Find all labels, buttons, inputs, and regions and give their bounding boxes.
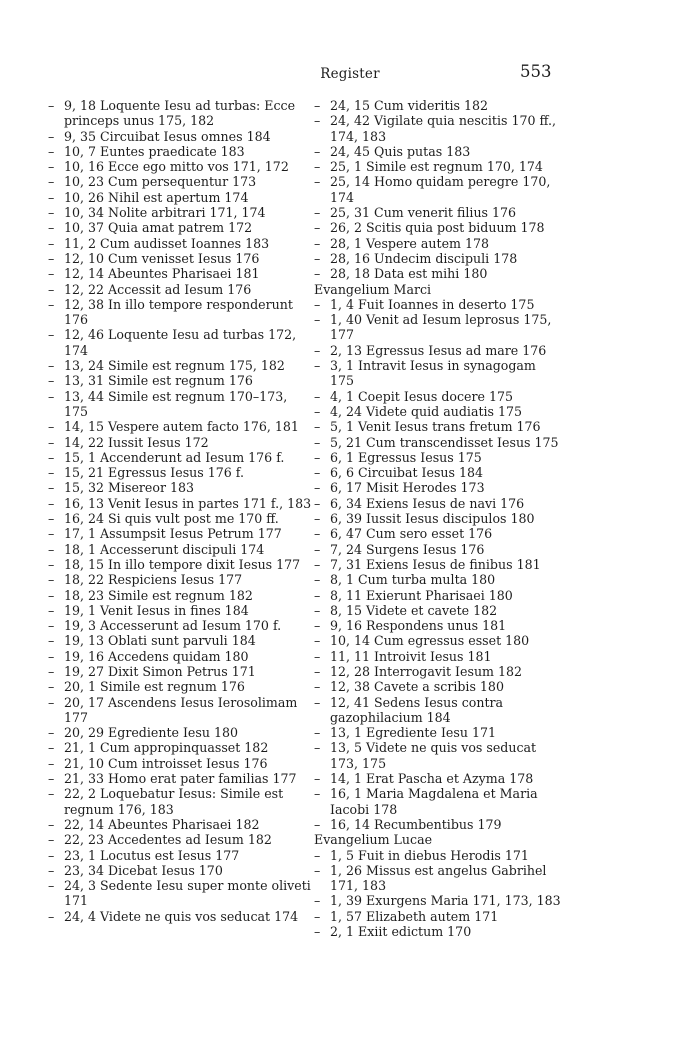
index-entry <box>48 174 313 189</box>
entry-dash: – <box>314 679 321 695</box>
entry-text: 22, 23 Accedentes ad Iesum 182 <box>64 832 272 848</box>
index-column-right <box>314 98 561 939</box>
index-entry <box>314 542 561 557</box>
index-entry <box>314 496 561 511</box>
entry-text: 19, 13 Oblati sunt parvuli 184 <box>64 633 256 649</box>
index-entry <box>314 159 561 174</box>
entry-dash: – <box>314 771 321 787</box>
index-entry <box>48 190 313 205</box>
index-entry <box>314 389 561 404</box>
index-entry <box>48 129 313 144</box>
entry-dash: – <box>314 602 321 618</box>
entry-dash: – <box>314 296 321 312</box>
entry-dash: – <box>48 663 55 679</box>
entry-dash: – <box>314 98 321 113</box>
entry-dash: – <box>314 663 321 679</box>
entry-text: 12, 38 In illo tempore responderunt 176 <box>64 296 293 328</box>
entry-text: 15, 21 Egressus Iesus 176 f. <box>64 465 245 481</box>
entry-dash: – <box>314 862 321 878</box>
index-entry <box>314 588 561 603</box>
entry-dash: – <box>314 618 321 634</box>
index-entry <box>314 664 561 679</box>
entry-dash: – <box>314 908 321 924</box>
entry-dash: – <box>314 725 321 741</box>
entry-dash: – <box>48 832 55 848</box>
entry-text: 18, 22 Respiciens Iesus 177 <box>64 572 243 588</box>
entry-dash: – <box>48 602 55 618</box>
index-entry <box>48 542 313 557</box>
entry-dash: – <box>314 556 321 572</box>
entry-text: 12, 46 Loquente Iesu ad turbas 172, 174 <box>64 327 297 358</box>
entry-dash: – <box>48 266 55 282</box>
index-entry <box>48 817 313 832</box>
entry-text: 22, 14 Abeuntes Pharisaei 182 <box>64 816 260 832</box>
entry-dash: – <box>48 740 55 756</box>
index-entry <box>314 450 561 465</box>
entry-text: 6, 39 Iussit Iesus discipulos 180 <box>330 511 535 527</box>
index-entry <box>314 817 561 832</box>
entry-text: 19, 16 Accedens quidam 180 <box>64 648 249 664</box>
index-entry <box>314 603 561 618</box>
index-entry <box>314 113 561 144</box>
entry-dash: – <box>314 511 321 527</box>
entry-dash: – <box>48 878 55 894</box>
entry-text: 8, 1 Cum turba multa 180 <box>330 572 496 588</box>
index-entry <box>314 863 561 894</box>
index-entry <box>314 480 561 495</box>
entry-dash: – <box>48 235 55 251</box>
index-entry <box>48 649 313 664</box>
index-entry <box>48 358 313 373</box>
entry-dash: – <box>48 250 55 266</box>
section-heading: Evangelium Marci <box>314 281 432 297</box>
entry-text: 10, 26 Nihil est apertum 174 <box>64 189 249 205</box>
entry-text: 10, 7 Euntes praedicate 183 <box>64 143 245 159</box>
entry-text: 13, 5 Videte ne quis vos seducat 173, 175 <box>330 740 537 771</box>
entry-text: 12, 41 Sedens Iesus contra gazophilacium 184 <box>330 694 504 725</box>
entry-text: 11, 2 Cum audisset Ioannes 183 <box>64 235 270 251</box>
index-entry <box>314 725 561 740</box>
index-entry <box>48 786 313 817</box>
index-entry <box>48 725 313 740</box>
index-entry <box>314 924 561 939</box>
entry-dash: – <box>314 205 321 221</box>
running-header-title: Register <box>320 66 380 82</box>
entry-text: 2, 1 Exiit edictum 170 <box>330 924 472 940</box>
entry-text: 26, 2 Scitis quia post biduum 178 <box>330 220 545 236</box>
index-entry <box>48 740 313 755</box>
index-entry <box>48 557 313 572</box>
entry-text: 1, 4 Fuit Ioannes in deserto 175 <box>330 296 535 312</box>
entry-text: 28, 1 Vespere autem 178 <box>330 235 490 251</box>
section-heading: Evangelium Lucae <box>314 832 433 848</box>
entry-text: 11, 11 Introivit Iesus 181 <box>330 648 492 664</box>
entry-text: 4, 1 Coepit Iesus docere 175 <box>330 388 513 404</box>
entry-dash: – <box>48 694 55 710</box>
entry-dash: – <box>314 143 321 159</box>
index-entry <box>314 251 561 266</box>
index-entry <box>48 909 313 924</box>
entry-dash: – <box>48 189 55 205</box>
entry-dash: – <box>314 495 321 511</box>
index-entry <box>314 435 561 450</box>
entry-text: 17, 1 Assumpsit Iesus Petrum 177 <box>64 526 282 542</box>
entry-dash: – <box>314 250 321 266</box>
entry-dash: – <box>314 358 321 374</box>
entry-text: 6, 1 Egressus Iesus 175 <box>330 449 482 465</box>
entry-text: 1, 5 Fuit in diebus Herodis 171 <box>330 847 529 863</box>
entry-dash: – <box>48 847 55 863</box>
entry-dash: – <box>48 296 55 312</box>
entry-text: 9, 18 Loquente Iesu ad turbas: Ecce princeps unus 175, 182 <box>64 98 296 129</box>
index-entry <box>48 251 313 266</box>
entry-text: 1, 40 Venit ad Iesum leprosus 175, 177 <box>330 312 552 343</box>
entry-text: 10, 37 Quia amat patrem 172 <box>64 220 253 236</box>
entry-text: 25, 31 Cum venerit filius 176 <box>330 205 517 221</box>
entry-dash: – <box>314 266 321 282</box>
entry-text: 6, 34 Exiens Iesus de navi 176 <box>330 495 525 511</box>
entry-text: 24, 42 Vigilate quia nescitis 170 ff., 174, 183 <box>330 113 557 144</box>
entry-dash: – <box>314 847 321 863</box>
index-entry <box>314 174 561 205</box>
entry-dash: – <box>48 908 55 924</box>
entry-text: 21, 10 Cum introisset Iesus 176 <box>64 755 268 771</box>
index-entry <box>314 893 561 908</box>
entry-text: 25, 1 Simile est regnum 170, 174 <box>330 159 543 175</box>
entry-text: 13, 31 Simile est regnum 176 <box>64 373 253 389</box>
entry-text: 1, 39 Exurgens Maria 171, 173, 183 <box>330 893 561 909</box>
entry-text: 22, 2 Loquebatur Iesus: Simile est regnum 176, 183 <box>64 786 284 817</box>
entry-dash: – <box>314 541 321 557</box>
entry-dash: – <box>48 572 55 588</box>
entry-text: 10, 23 Cum persequentur 173 <box>64 174 257 190</box>
index-entry <box>314 343 561 358</box>
index-entry <box>48 679 313 694</box>
index-entry <box>48 327 313 358</box>
entry-text: 24, 15 Cum videritis 182 <box>330 98 489 113</box>
entry-dash: – <box>314 924 321 940</box>
entry-dash: – <box>314 174 321 190</box>
index-entry <box>48 205 313 220</box>
entry-dash: – <box>314 633 321 649</box>
index-entry <box>314 511 561 526</box>
entry-dash: – <box>48 373 55 389</box>
index-entry <box>48 236 313 251</box>
entry-text: 6, 47 Cum sero esset 176 <box>330 526 493 542</box>
index-entry <box>314 465 561 480</box>
entry-text: 7, 24 Surgens Iesus 176 <box>330 541 485 557</box>
index-entry <box>48 572 313 587</box>
index-entry <box>314 909 561 924</box>
entry-text: 24, 45 Quis putas 183 <box>330 143 471 159</box>
entry-text: 13, 24 Simile est regnum 175, 182 <box>64 358 285 374</box>
entry-text: 8, 11 Exierunt Pharisaei 180 <box>330 587 513 603</box>
entry-dash: – <box>314 526 321 542</box>
entry-text: 16, 13 Venit Iesus in partes 171 f., 183 <box>64 495 312 511</box>
entry-text: 15, 1 Accenderunt ad Iesum 176 f. <box>64 449 285 465</box>
entry-dash: – <box>314 449 321 465</box>
entry-text: 12, 22 Accessit ad Iesum 176 <box>64 281 252 297</box>
entry-dash: – <box>48 786 55 802</box>
index-entry <box>314 266 561 281</box>
entry-dash: – <box>48 434 55 450</box>
entry-dash: – <box>48 755 55 771</box>
index-entry <box>314 695 561 726</box>
entry-text: 28, 18 Data est mihi 180 <box>330 266 488 282</box>
entry-text: 16, 14 Recumbentibus 179 <box>330 816 502 832</box>
index-entry <box>48 435 313 450</box>
entry-dash: – <box>48 205 55 221</box>
index-entry <box>48 220 313 235</box>
index-entry <box>314 220 561 235</box>
index-entry <box>314 144 561 159</box>
entry-text: 12, 28 Interrogavit Iesum 182 <box>330 663 523 679</box>
index-column-left <box>48 98 313 924</box>
index-entry <box>48 297 313 328</box>
index-entry <box>48 496 313 511</box>
entry-dash: – <box>314 434 321 450</box>
entry-dash: – <box>314 572 321 588</box>
entry-dash: – <box>48 281 55 297</box>
index-entry <box>48 832 313 847</box>
index-entry <box>314 236 561 251</box>
entry-dash: – <box>48 556 55 572</box>
entry-text: 19, 27 Dixit Simon Petrus 171 <box>64 663 256 679</box>
entry-dash: – <box>314 312 321 328</box>
entry-dash: – <box>48 495 55 511</box>
index-entry <box>48 618 313 633</box>
index-entry <box>48 282 313 297</box>
entry-dash: – <box>48 862 55 878</box>
entry-dash: – <box>314 220 321 236</box>
entry-dash: – <box>48 633 55 649</box>
entry-text: 20, 1 Simile est regnum 176 <box>64 679 245 695</box>
index-entry <box>314 740 561 771</box>
entry-text: 6, 17 Misit Herodes 173 <box>330 480 485 496</box>
entry-text: 19, 1 Venit Iesus in fines 184 <box>64 602 249 618</box>
entry-text: 13, 1 Egrediente Iesu 171 <box>330 725 496 741</box>
index-entry <box>314 572 561 587</box>
entry-dash: – <box>314 893 321 909</box>
index-entry <box>48 878 313 909</box>
entry-text: 5, 1 Venit Iesus trans fretum 176 <box>330 419 541 435</box>
entry-dash: – <box>48 220 55 236</box>
index-entry <box>48 863 313 878</box>
entry-dash: – <box>48 679 55 695</box>
index-entry <box>314 404 561 419</box>
index-entry <box>314 649 561 664</box>
entry-dash: – <box>314 480 321 496</box>
entry-text: 15, 32 Misereor 183 <box>64 480 195 496</box>
entry-text: 7, 31 Exiens Iesus de finibus 181 <box>330 556 541 572</box>
index-entry <box>48 480 313 495</box>
index-entry <box>48 389 313 420</box>
index-entry <box>48 695 313 726</box>
entry-dash: – <box>48 98 55 113</box>
entry-text: 20, 17 Ascendens Iesus Ierosolimam 177 <box>64 694 298 725</box>
entry-dash: – <box>314 342 321 358</box>
entry-text: 23, 34 Dicebat Iesus 170 <box>64 862 223 878</box>
entry-text: 10, 16 Ecce ego mitto vos 171, 172 <box>64 159 289 175</box>
index-entry <box>48 756 313 771</box>
index-entry <box>48 266 313 281</box>
index-entry <box>314 419 561 434</box>
entry-text: 12, 14 Abeuntes Pharisaei 181 <box>64 266 260 282</box>
entry-text: 5, 21 Cum transcendisset Iesus 175 <box>330 434 559 450</box>
entry-dash: – <box>314 694 321 710</box>
entry-text: 24, 4 Videte ne quis vos seducat 174 <box>64 908 299 924</box>
entry-dash: – <box>48 648 55 664</box>
entry-text: 1, 26 Missus est angelus Gabrihel 171, 183 <box>330 862 547 894</box>
entry-text: 8, 15 Videte et cavete 182 <box>330 602 498 618</box>
index-entry <box>48 373 313 388</box>
entry-dash: – <box>314 403 321 419</box>
index-entry <box>48 511 313 526</box>
entry-text: 14, 22 Iussit Iesus 172 <box>64 434 209 450</box>
entry-text: 12, 38 Cavete a scribis 180 <box>330 679 504 695</box>
entry-dash: – <box>314 465 321 481</box>
entry-dash: – <box>314 159 321 175</box>
entry-text: 28, 16 Undecim discipuli 178 <box>330 250 518 266</box>
index-entry <box>314 557 561 572</box>
entry-dash: – <box>48 174 55 190</box>
entry-dash: – <box>48 388 55 404</box>
entry-dash: – <box>48 327 55 343</box>
index-entry <box>48 633 313 648</box>
entry-dash: – <box>48 587 55 603</box>
entry-text: 9, 16 Respondens unus 181 <box>330 618 507 634</box>
entry-dash: – <box>314 740 321 756</box>
entry-text: 1, 57 Elizabeth autem 171 <box>330 908 499 924</box>
entry-text: 4, 24 Videte quid audiatis 175 <box>330 403 523 419</box>
entry-text: 21, 1 Cum appropinquasset 182 <box>64 740 269 756</box>
entry-dash: – <box>314 587 321 603</box>
index-entry <box>314 526 561 541</box>
entry-dash: – <box>48 526 55 542</box>
entry-text: 24, 3 Sedente Iesu super monte oliveti 171 <box>64 878 311 909</box>
page-number: 553 <box>520 62 552 81</box>
entry-text: 18, 1 Accesserunt discipuli 174 <box>64 541 265 557</box>
index-entry <box>48 419 313 434</box>
entry-text: 16, 24 Si quis vult post me 170 ff. <box>64 511 279 527</box>
index-entry <box>314 618 561 633</box>
entry-dash: – <box>314 388 321 404</box>
entry-text: 2, 13 Egressus Iesus ad mare 176 <box>330 342 547 358</box>
entry-dash: – <box>314 786 321 802</box>
index-entry <box>48 159 313 174</box>
entry-dash: – <box>314 113 321 129</box>
index-entry <box>48 848 313 863</box>
entry-text: 13, 44 Simile est regnum 170–173, 175 <box>64 388 288 419</box>
index-entry <box>48 526 313 541</box>
entry-dash: – <box>48 816 55 832</box>
entry-text: 19, 3 Accesserunt ad Iesum 170 f. <box>64 618 282 634</box>
index-entry <box>48 588 313 603</box>
entry-text: 25, 14 Homo quidam peregre 170, 174 <box>330 174 551 205</box>
entry-dash: – <box>314 648 321 664</box>
entry-dash: – <box>48 159 55 175</box>
entry-dash: – <box>48 449 55 465</box>
entry-text: 18, 15 In illo tempore dixit Iesus 177 <box>64 556 301 572</box>
entry-dash: – <box>48 725 55 741</box>
index-entry <box>314 786 561 817</box>
entry-text: 18, 23 Simile est regnum 182 <box>64 587 253 603</box>
entry-dash: – <box>48 618 55 634</box>
entry-text: 14, 15 Vespere autem facto 176, 181 <box>64 419 299 435</box>
entry-text: 14, 1 Erat Pascha et Azyma 178 <box>330 771 534 787</box>
index-entry <box>48 664 313 679</box>
entry-dash: – <box>48 143 55 159</box>
entry-dash: – <box>48 465 55 481</box>
entry-text: 9, 35 Circuibat Iesus omnes 184 <box>64 128 271 144</box>
index-entry <box>314 98 561 113</box>
index-entry <box>314 771 561 786</box>
entry-dash: – <box>48 480 55 496</box>
entry-dash: – <box>48 541 55 557</box>
index-entry <box>48 144 313 159</box>
entry-text: 10, 14 Cum egressus esset 180 <box>330 633 530 649</box>
index-entry <box>48 450 313 465</box>
entry-text: 23, 1 Locutus est Iesus 177 <box>64 847 240 863</box>
entry-dash: – <box>314 419 321 435</box>
index-entry <box>314 633 561 648</box>
index-entry <box>314 312 561 343</box>
index-entry <box>48 603 313 618</box>
index-entry <box>48 465 313 480</box>
index-entry <box>48 771 313 786</box>
index-entry <box>314 297 561 312</box>
entry-dash: – <box>314 235 321 251</box>
entry-dash: – <box>48 128 55 144</box>
entry-text: 16, 1 Maria Magdalena et Maria Iacobi 178 <box>330 786 538 817</box>
index-entry <box>314 358 561 389</box>
entry-dash: – <box>48 358 55 374</box>
entry-text: 6, 6 Circuibat Iesus 184 <box>330 465 484 481</box>
entry-dash: – <box>314 816 321 832</box>
entry-text: 20, 29 Egrediente Iesu 180 <box>64 725 239 741</box>
entry-text: 21, 33 Homo erat pater familias 177 <box>64 771 297 787</box>
entry-text: 12, 10 Cum venisset Iesus 176 <box>64 250 260 266</box>
entry-dash: – <box>48 771 55 787</box>
entry-dash: – <box>48 419 55 435</box>
entry-text: 3, 1 Intravit Iesus in synagogam 175 <box>330 358 536 389</box>
entry-text: 10, 34 Nolite arbitrari 171, 174 <box>64 205 266 221</box>
index-entry <box>48 98 313 129</box>
index-entry <box>314 205 561 220</box>
index-entry <box>314 679 561 694</box>
entry-dash: – <box>48 511 55 527</box>
index-entry <box>314 848 561 863</box>
